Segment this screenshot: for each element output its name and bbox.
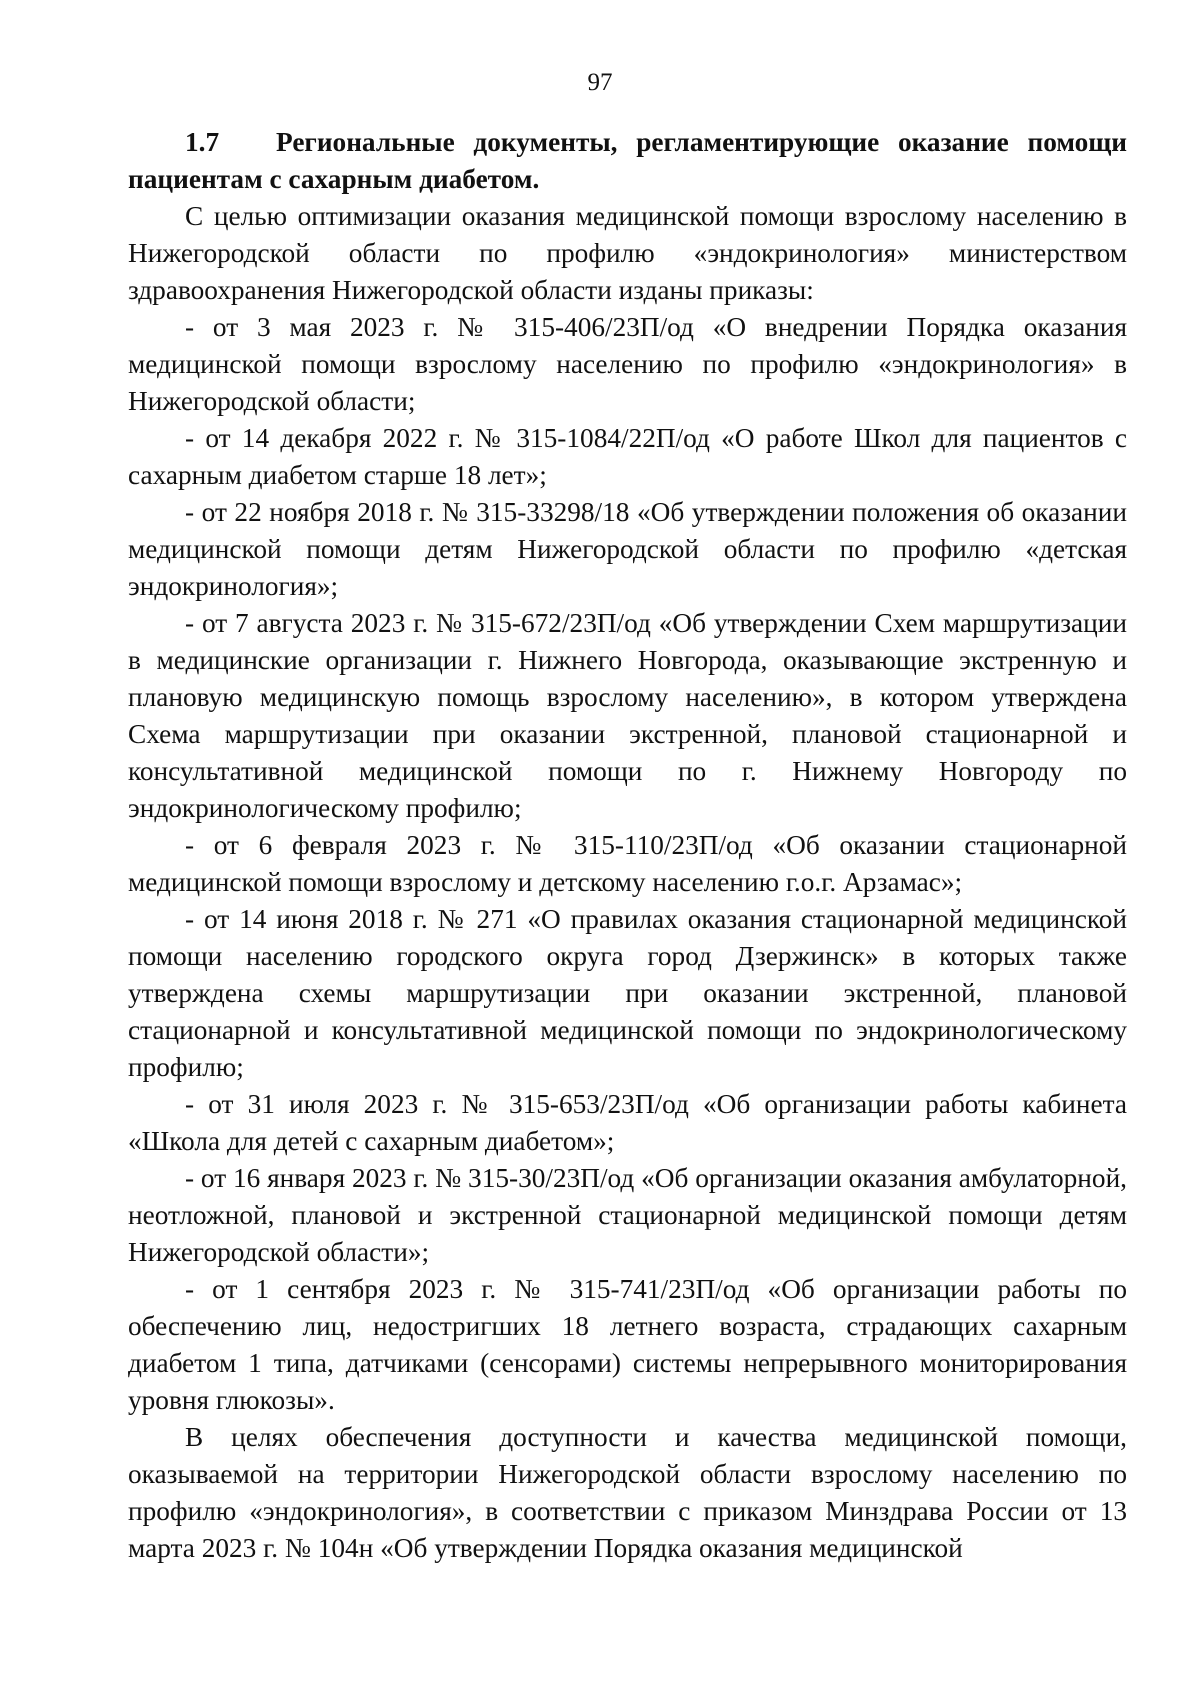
order-item: - от 31 июля 2023 г. № 315-653/23П/од «Об организации работы кабинета «Школа для детей с сахарным диабетом»; [128,1089,1127,1156]
closing-paragraph: В целях обеспечения доступности и качества медицинской помощи, оказываемой на территории Нижегородской области взрослому населению по профилю «эндокринология», в соответствии с приказом Минздрава России от 13 марта 2023 г. № 104н «Об утверждении Порядка оказания медицинской [128,1422,1127,1563]
order-item: - от 7 августа 2023 г. № 315-672/23П/од «Об утверждении Схем маршрутизации в медицинские организации г. Нижнего Новгорода, оказывающие экстренную и плановую медицинскую помощь взрослому населению», в котором утверждена Схема маршрутизации при оказании экстренной, плановой стационарной и консультативной медицинской помощи по г. Нижнему Новгороду по эндокринологическому профилю; [128,608,1127,823]
order-item: - от 6 февраля 2023 г. № 315-110/23П/од «Об оказании стационарной медицинской помощи взрослому и детскому населению г.о.г. Арзамас»; [128,830,1127,897]
document-body [128,124,1127,1567]
order-item: - от 14 декабря 2022 г. № 315-1084/22П/од «О работе Школ для пациентов с сахарным диабетом старше 18 лет»; [128,423,1127,490]
intro-paragraph: С целью оптимизации оказания медицинской помощи взрослому населению в Нижегородской области по профилю «эндокринология» министерством здравоохранения Нижегородской области изданы приказы: [128,201,1127,305]
section-title: Региональные документы, регламентирующие оказание помощи пациентам с сахарным диабетом. [128,127,1127,194]
order-item: - от 3 мая 2023 г. № 315-406/23П/од «О внедрении Порядка оказания медицинской помощи взрослому населению по профилю «эндокринология» в Нижегородской области; [128,312,1127,416]
section-heading [128,124,1127,198]
order-item: - от 1 сентября 2023 г. № 315-741/23П/од «Об организации работы по обеспечению лиц, недостригших 18 летнего возраста, страдающих сахарным диабетом 1 типа, датчиками (сенсорами) системы непрерывного мониторирования уровня глюкозы». [128,1274,1127,1415]
section-number: 1.7 [185,127,220,157]
page-number: 97 [587,69,613,96]
orders-list [128,309,1127,1419]
order-item: - от 22 ноября 2018 г. № 315-33298/18 «Об утверждении положения об оказании медицинской помощи детям Нижегородской области по профилю «детская эндокринология»; [128,497,1127,601]
order-item: - от 16 января 2023 г. № 315-30/23П/од «Об организации оказания амбулаторной, неотложной, плановой и экстренной стационарной медицинской помощи детям Нижегородской области»; [128,1163,1127,1267]
order-item: - от 14 июня 2018 г. № 271 «О правилах оказания стационарной медицинской помощи населению городского округа город Дзержинск» в которых также утверждена схемы маршрутизации при оказании экстренной, плановой стационарной и консультативной медицинской помощи по эндокринологическому профилю; [128,904,1127,1082]
